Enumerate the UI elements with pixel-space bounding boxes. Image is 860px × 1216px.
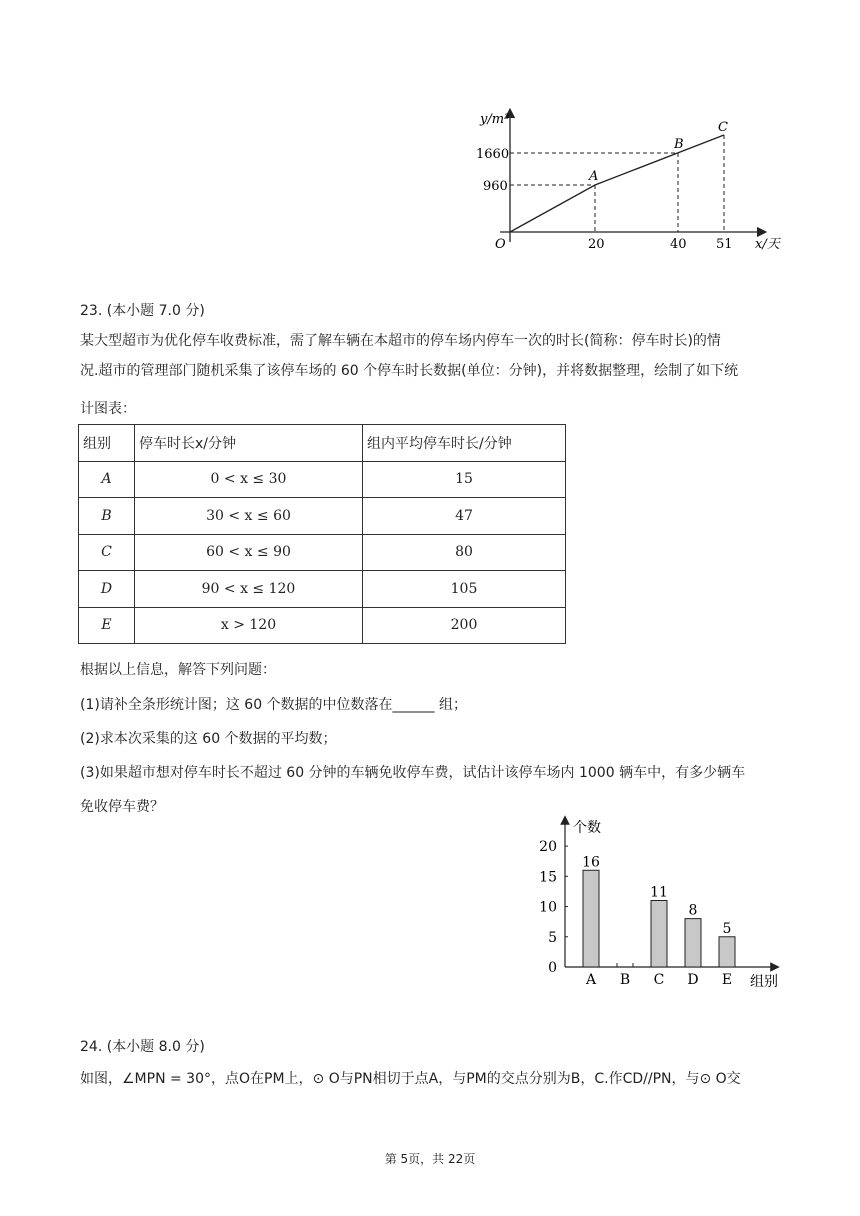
- bar-data-label: 8: [688, 902, 698, 919]
- q23-intro-line-3: 计图表：: [80, 401, 136, 417]
- origin-label: O: [495, 237, 506, 252]
- bar-data-label: 16: [582, 854, 600, 871]
- table-header-cell: 停车时长x/分钟: [135, 425, 363, 462]
- table-row: [79, 534, 566, 571]
- x-tick-51: 51: [716, 237, 733, 252]
- bar-y-axis-label: 个数: [573, 820, 601, 836]
- bar-y-tick-label: 10: [539, 899, 557, 916]
- table-header-cell: 组内平均停车时长/分钟: [363, 425, 566, 462]
- bar-y-tick-label: 15: [539, 869, 557, 886]
- table-row: [79, 461, 566, 498]
- point-b-label: B: [674, 137, 684, 152]
- parking-table: [78, 424, 566, 644]
- x-tick-40: 40: [670, 237, 687, 252]
- bar-data-label: 5: [722, 920, 732, 937]
- bar-C: [651, 901, 667, 968]
- x-tick-20: 20: [588, 237, 605, 252]
- q23-header: 23. (本小题 7.0 分): [80, 303, 205, 319]
- x-axis-label: x/天: [755, 237, 780, 252]
- table-cell: 30 < x ≤ 60: [135, 498, 363, 535]
- table-cell: x > 120: [135, 607, 363, 644]
- bar-data-label: 11: [650, 884, 668, 901]
- table-cell: 47: [363, 498, 566, 535]
- table-cell: B: [79, 498, 135, 535]
- table-cell: C: [79, 534, 135, 571]
- q23-part-3-line-1: (3)如果超市想对停车时长不超过 60 分钟的车辆免收停车费，试估计该停车场内 1000 辆车中，有多少辆车: [80, 765, 746, 781]
- bar-E: [719, 937, 735, 967]
- table-cell: 105: [363, 571, 566, 608]
- point-a-label: A: [589, 169, 599, 184]
- table-cell: D: [79, 571, 135, 608]
- table-cell: 90 < x ≤ 120: [135, 571, 363, 608]
- q24-header: 24. (本小题 8.0 分): [80, 1039, 205, 1055]
- table-header-cell: 组别: [79, 425, 135, 462]
- bar-D: [685, 919, 701, 967]
- bar-A: [583, 870, 599, 967]
- bar-category-label: B: [619, 972, 631, 988]
- q23-part-2: (2)求本次采集的这 60 个数据的平均数；: [80, 731, 337, 747]
- page-footer: 第 5页，共 22页: [384, 1152, 476, 1166]
- table-cell: 60 < x ≤ 90: [135, 534, 363, 571]
- table-cell: 200: [363, 607, 566, 644]
- q23-part-1: (1)请补全条形统计图；这 60 个数据的中位数落在______ 组；: [80, 697, 467, 713]
- bar-category-label: A: [585, 972, 597, 988]
- table-cell: A: [79, 461, 135, 498]
- table-row: [79, 607, 566, 644]
- graph-line: [510, 135, 724, 232]
- bar-y-tick-label: 5: [548, 929, 557, 946]
- bar-category-label: C: [653, 972, 665, 988]
- bar-category-label: E: [721, 972, 733, 988]
- table-header-row: [79, 425, 566, 462]
- q24-line-1: 如图，∠MPN = 30°，点O在PM上，⊙ O与PN相切于点A，与PM的交点分别为B，C.作CD//PN，与⊙ O交: [80, 1071, 741, 1087]
- bar-x-axis-label: 组别: [750, 974, 778, 990]
- table-row: [79, 571, 566, 608]
- bar-chart: [535, 812, 795, 992]
- y-tick-1660: 1660: [476, 147, 510, 162]
- y-tick-960: 960: [483, 179, 508, 194]
- y-axis-label: y/m³: [480, 112, 510, 127]
- table-cell: 15: [363, 461, 566, 498]
- table-row: [79, 498, 566, 535]
- bar-y-tick-label: 20: [539, 839, 557, 856]
- q23-intro-line-2: 况.超市的管理部门随机采集了该停车场的 60 个停车时长数据(单位：分钟)，并将数据整理，绘制了如下统: [80, 363, 739, 379]
- bar-y-tick-label: 0: [548, 960, 557, 976]
- q23-intro-line-1: 某大型超市为优化停车收费标准，需了解车辆在本超市的停车场内停车一次的时长(简称：停车时长)的情: [80, 333, 721, 349]
- q23-prompt: 根据以上信息，解答下列问题：: [80, 662, 276, 678]
- q23-part-3-line-2: 免收停车费？: [80, 799, 164, 815]
- table-cell: E: [79, 607, 135, 644]
- point-c-label: C: [718, 120, 728, 135]
- table-cell: 0 < x ≤ 30: [135, 461, 363, 498]
- table-cell: 80: [363, 534, 566, 571]
- line-graph: [470, 105, 790, 255]
- bar-category-label: D: [687, 972, 699, 988]
